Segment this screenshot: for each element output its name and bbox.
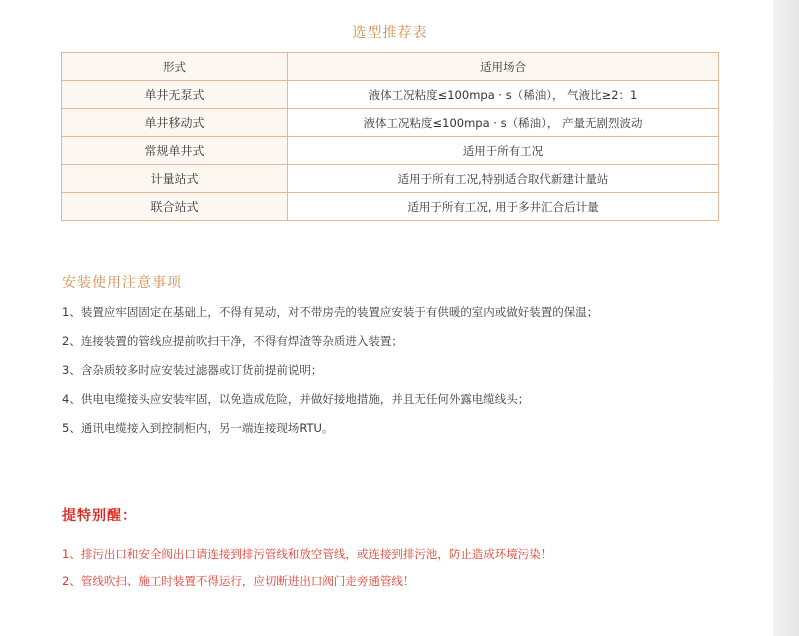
header-use: 适用场合 [288, 53, 719, 81]
row-type-cell: 单井无泵式 [62, 81, 288, 109]
install-notes-title: 安装使用注意事项 [62, 275, 182, 291]
table-title: 选型推荐表 [352, 25, 428, 41]
table-row [62, 193, 719, 221]
list-item: 4、供电电缆接头应安装牢固，以免造成危险，并做好接地措施，并且无任何外露电缆线头； [62, 392, 530, 406]
list-item: 1、装置应牢固固定在基础上，不得有晃动，对不带房壳的装置应安装于有供暖的室内或做好装置的保温； [62, 305, 599, 319]
row-use-cell: 适用于所有工况, 用于多井汇合后计量 [288, 193, 719, 221]
special-reminder-title: 提特别醒： [62, 508, 137, 524]
row-use-cell: 适用于所有工况 [288, 137, 719, 165]
row-type-cell: 联合站式 [62, 193, 288, 221]
row-use-cell: 液体工况粘度≤100mpa · s（稀油）， 气液比≥2：1 [288, 81, 719, 109]
install-notes-list [62, 302, 598, 447]
table-row [62, 81, 719, 109]
special-reminder-list [62, 544, 552, 598]
list-item: 3、含杂质较多时应安装过滤器或订货前提前说明； [62, 363, 323, 377]
table-row [62, 137, 719, 165]
row-use-cell: 适用于所有工况,特别适合取代新建计量站 [288, 165, 719, 193]
header-type: 形式 [62, 53, 288, 81]
selection-table [61, 52, 719, 221]
page-edge-shadow [773, 0, 799, 636]
table-row [62, 109, 719, 137]
warning-item: 1、排污出口和安全阀出口请连接到排污管线和放空管线，或连接到排污池，防止造成环境污染！ [62, 547, 553, 561]
table-row [62, 165, 719, 193]
list-item: 5、通讯电缆接入到控制柜内，另一端连接现场RTU。 [62, 421, 334, 435]
row-type-cell: 常规单井式 [62, 137, 288, 165]
row-type-cell: 计量站式 [62, 165, 288, 193]
row-type-cell: 单井移动式 [62, 109, 288, 137]
table-header-row [62, 53, 719, 81]
warning-item: 2、管线吹扫、施工时装置不得运行，应切断进出口阀门走旁通管线！ [62, 574, 415, 588]
row-use-cell: 液体工况粘度≤100mpa · s（稀油）， 产量无剧烈波动 [288, 109, 719, 137]
list-item: 2、连接装置的管线应提前吹扫干净，不得有焊渣等杂质进入装置； [62, 334, 403, 348]
